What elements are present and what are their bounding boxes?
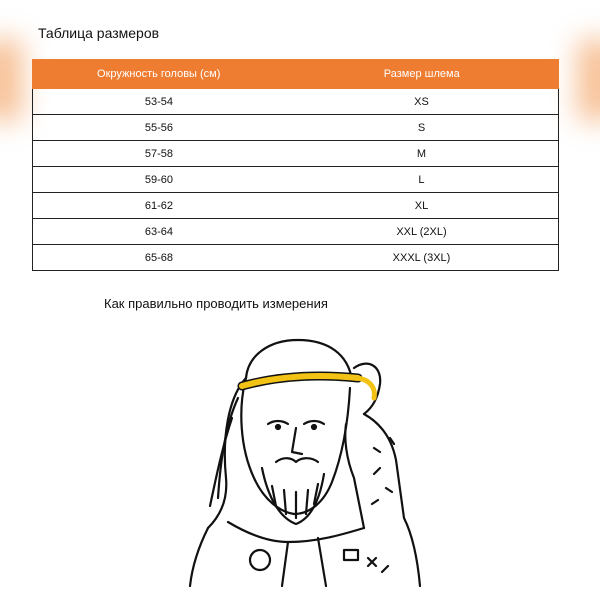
size-table <box>32 59 559 271</box>
patch-rect <box>344 550 358 560</box>
header-helmet-size: Размер шлема <box>285 60 559 89</box>
background-blur-right <box>578 40 600 120</box>
table-cell-size: XL <box>285 193 559 219</box>
table-cell-size: L <box>285 167 559 193</box>
table-cell-circumference: 61-62 <box>33 193 285 219</box>
table-cell-circumference: 57-58 <box>33 141 285 167</box>
table-row <box>33 219 559 245</box>
table-cell-circumference: 63-64 <box>33 219 285 245</box>
table-row <box>33 245 559 271</box>
left-shoulder <box>190 528 208 586</box>
right-eye <box>304 421 324 424</box>
table-row <box>33 141 559 167</box>
table-cell-circumference: 53-54 <box>33 89 285 115</box>
table-cell-size: M <box>285 141 559 167</box>
measuring-tape-end <box>358 378 374 398</box>
left-eye <box>268 421 288 424</box>
table-cell-circumference: 59-60 <box>33 167 285 193</box>
page-title: Таблица размеров <box>38 25 160 41</box>
raised-arm <box>364 414 404 518</box>
measurement-instructions-heading: Как правильно проводить измерения <box>104 296 328 311</box>
table-header-row <box>33 60 559 89</box>
table-row <box>33 167 559 193</box>
patch-circle <box>250 550 270 570</box>
right-torso <box>404 518 420 586</box>
table-cell-size: S <box>285 115 559 141</box>
head-measurement-illustration <box>168 328 438 588</box>
table-cell-circumference: 55-56 <box>33 115 285 141</box>
table-row <box>33 115 559 141</box>
table-row <box>33 89 559 115</box>
table-cell-circumference: 65-68 <box>33 245 285 271</box>
table-cell-size: XS <box>285 89 559 115</box>
table-cell-size: XXXL (3XL) <box>285 245 559 271</box>
header-head-circumference: Окружность головы (см) <box>33 60 285 89</box>
table-cell-size: XXL (2XL) <box>285 219 559 245</box>
mustache <box>276 458 318 462</box>
table-row <box>33 193 559 219</box>
raised-hand <box>354 364 380 414</box>
background-blur-left <box>0 40 22 120</box>
nose <box>292 428 302 454</box>
